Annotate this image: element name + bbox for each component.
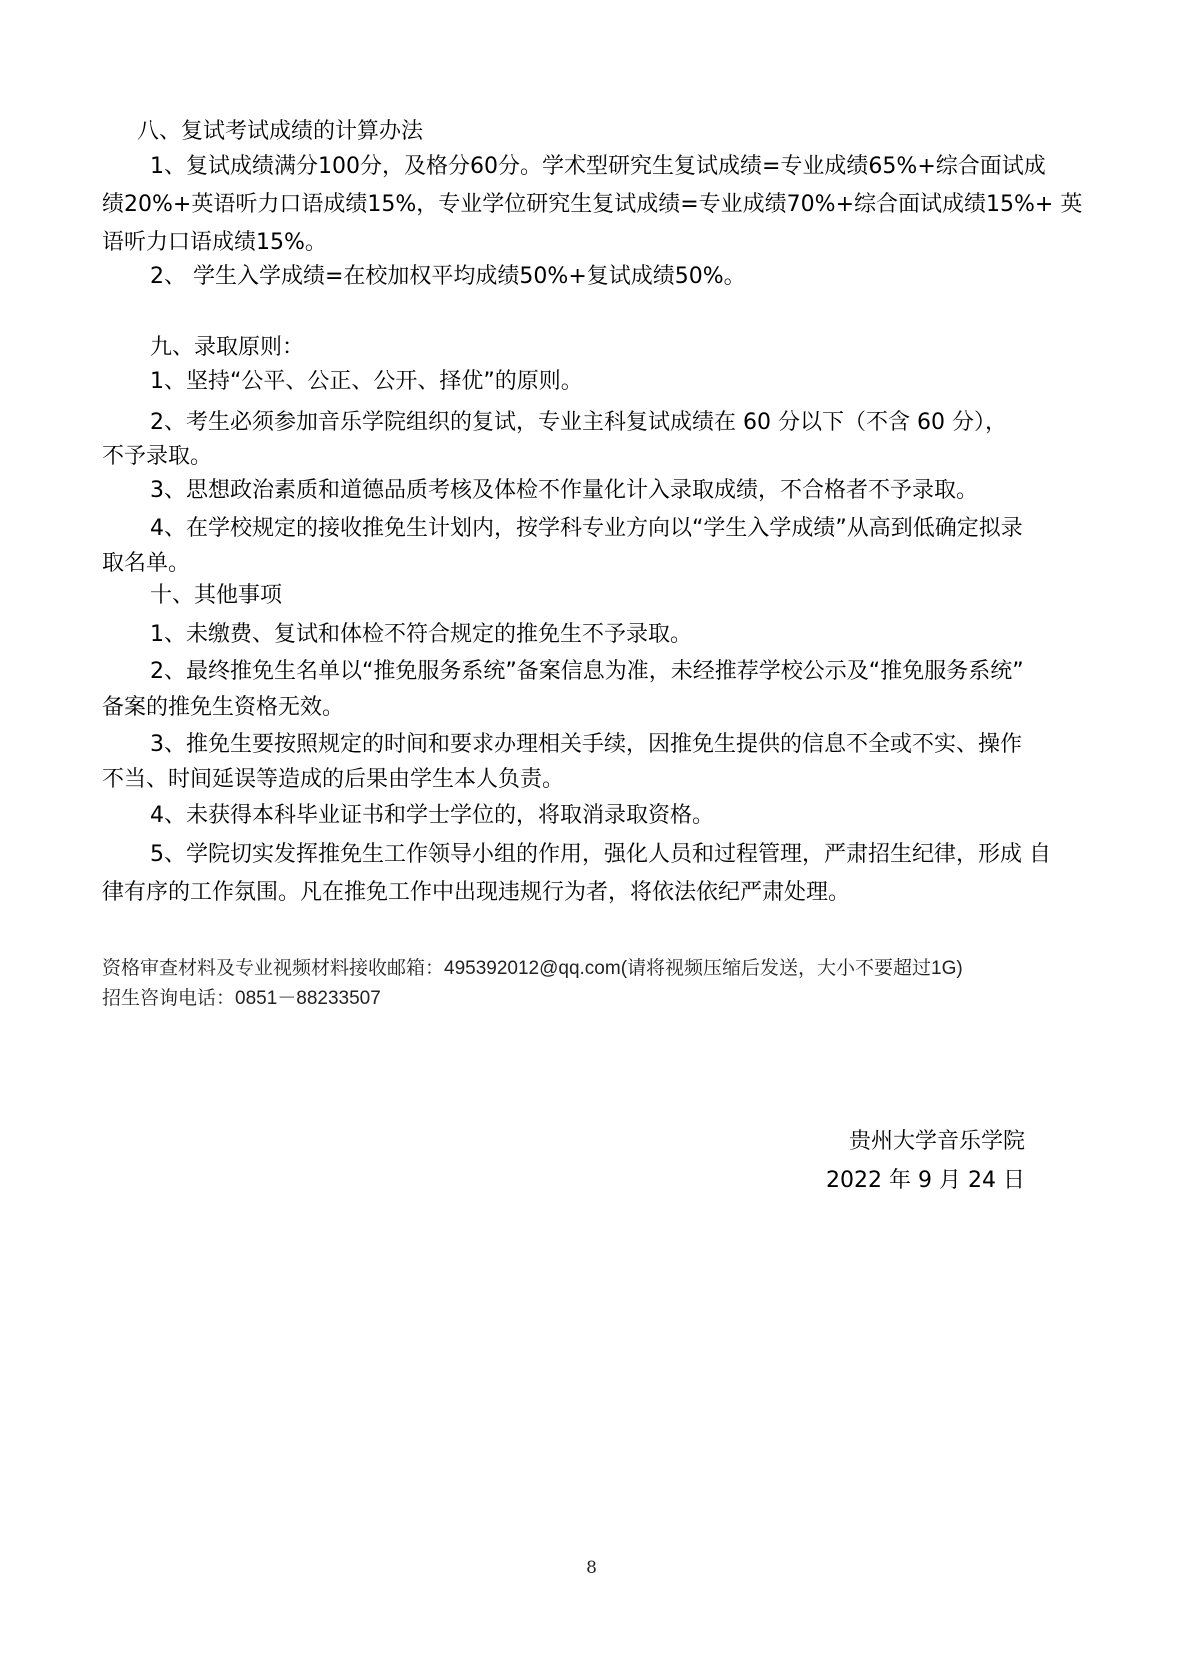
section-10-item-3-cont: 不当、时间延误等造成的后果由学生本人负责。 [102,767,565,792]
section-9-item-3: 3、思想政治素质和道德品质考核及体检不作量化计入录取成绩，不合格者不予录取。 [150,478,978,503]
section-9-item-1: 1、坚持“公平、公正、公开、择优”的原则。 [150,369,583,394]
section-9-heading: 九、录取原则： [150,335,305,360]
signature-date: 2022 年 9 月 24 日 [826,1168,1025,1193]
section-8-item-1-cont: 语听力口语成绩15%。 [102,230,327,255]
contact-phone-line: 招生咨询电话：0851－88233507 [102,988,381,1009]
section-10-heading: 十、其他事项 [150,583,283,608]
page-number: 8 [586,1558,597,1578]
section-9-item-4-cont: 取名单。 [102,551,191,576]
contact-email-line: 资格审查材料及专业视频材料接收邮箱：495392012@qq.com(请将视频压缩后发送，大小不要超过1G) [102,958,963,979]
section-9-item-2-cont: 不予录取。 [102,444,213,469]
section-10-item-3: 3、推免生要按照规定的时间和要求办理相关手续，因推免生提供的信息不全或不实、操作 [150,732,1023,757]
section-10-item-5: 5、学院切实发挥推免生工作领导小组的作用，强化人员和过程管理，严肃招生纪律，形成 自 [150,842,1051,867]
section-10-item-1: 1、未缴费、复试和体检不符合规定的推免生不予录取。 [150,622,692,647]
section-10-item-5-cont: 律有序的工作氛围。凡在推免工作中出现违规行为者，将依法依纪严肃处理。 [102,880,851,905]
section-8-item-2: 2、 学生入学成绩=在校加权平均成绩50%+复试成绩50%。 [150,264,746,289]
section-10-item-4: 4、未获得本科毕业证书和学士学位的，将取消录取资格。 [150,803,714,828]
section-8-heading: 八、复试考试成绩的计算办法 [137,119,424,144]
section-8-item-1: 1、复试成绩满分100分，及格分60分。学术型研究生复试成绩=专业成绩65%+综合面试成 [150,154,1046,179]
section-10-item-2-cont: 备案的推免生资格无效。 [102,695,345,720]
section-8-item-1-cont: 绩20%+英语听力口语成绩15%，专业学位研究生复试成绩=专业成绩70%+综合面试成绩15%+ 英 [102,192,1083,217]
section-9-item-2: 2、考生必须参加音乐学院组织的复试，专业主科复试成绩在 60 分以下（不含 60 分）， [150,410,1007,435]
section-9-item-4: 4、在学校规定的接收推免生计划内，按学科专业方向以“学生入学成绩”从高到低确定拟录 [150,516,1023,541]
signature-org: 贵州大学音乐学院 [848,1129,1025,1154]
section-10-item-2: 2、最终推免生名单以“推免服务系统”备案信息为准，未经推荐学校公示及“推免服务系统” [150,659,1024,684]
